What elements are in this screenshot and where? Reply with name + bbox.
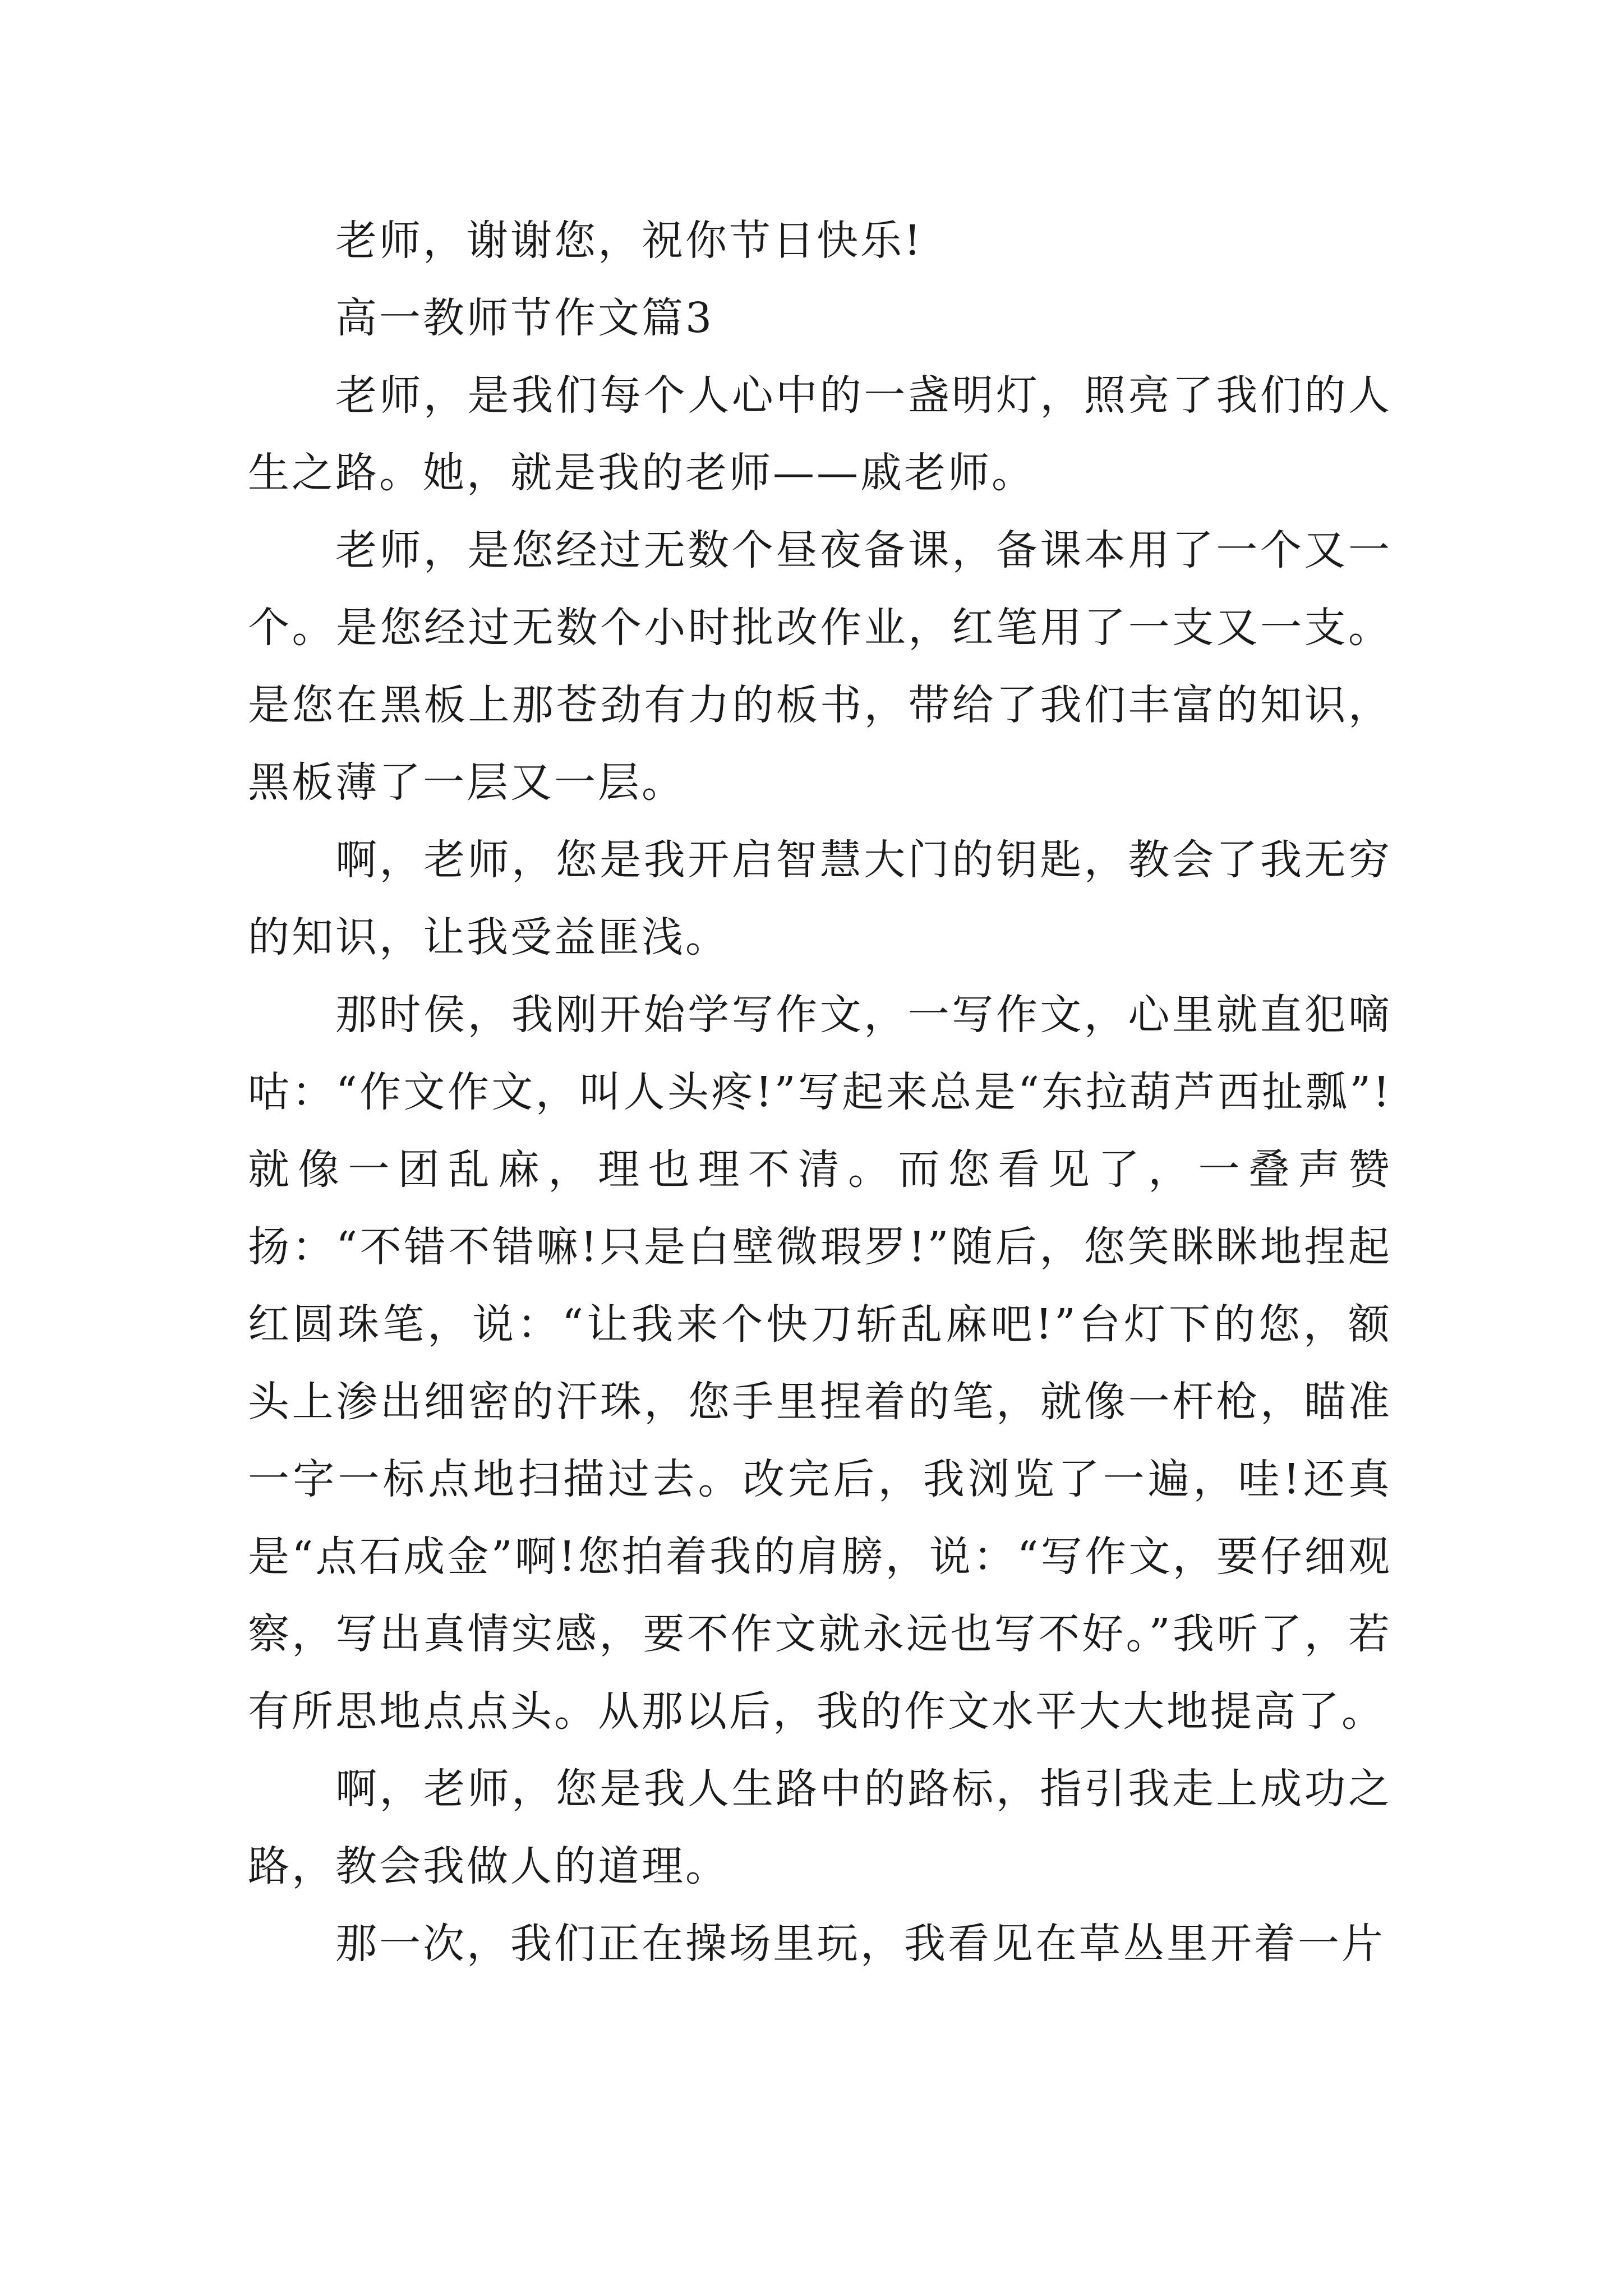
paragraph-intro: 老师，是我们每个人心中的一盏明灯，照亮了我们的人生之路。她，就是我的老师——戚老师。 [248, 371, 1392, 497]
paragraph-writing-story: 那时侯，我刚开始学写作文，一写作文，心里就直犯嘀咕：“作文作文，叫人头疼!”写起来总是“东拉葫芦西扯瓢”!就像一团乱麻，理也理不清。而您看见了，一叠声赞扬：“不错不错嘛!只是白壁微瑕罗!”随后，您笑眯眯地捏起红圆珠笔，说：“让我来个快刀斩乱麻吧!”台灯下的您，额头上渗出细密的汗珠，您手里捏着的笔，就像一杆枪，瞄准一字一标点地扫描过去。改完后，我浏览了一遍，哇!还真是“点石成金”啊!您拍着我的肩膀，说：“写作文，要仔细观察，写出真情实感，要不作文就永远也写不好。”我听了，若有所思地点点头。从那以后，我的作文水平大大地提高了。 [248, 991, 1392, 1736]
article-body [248, 202, 1392, 1982]
paragraph-preparation: 老师，是您经过无数个昼夜备课，备课本用了一个又一个。是您经过无数个小时批改作业，红笔用了一支又一支。是您在黑板上那苍劲有力的板书，带给了我们丰富的知识，黑板薄了一层又一层。 [248, 526, 1392, 807]
essay-heading: 高一教师节作文篇3 [335, 294, 714, 342]
paragraph-playground: 那一次，我们正在操场里玩，我看见在草丛里开着一片 [335, 1920, 1385, 1968]
paragraph-key-of-wisdom: 啊，老师，您是我开启智慧大门的钥匙，教会了我无穷的知识，让我受益匪浅。 [248, 836, 1392, 961]
paragraph-closing-wish: 老师，谢谢您，祝你节日快乐! [335, 217, 923, 265]
paragraph-road-sign: 啊，老师，您是我人生路中的路标，指引我走上成功之路，教会我做人的道理。 [248, 1765, 1392, 1890]
